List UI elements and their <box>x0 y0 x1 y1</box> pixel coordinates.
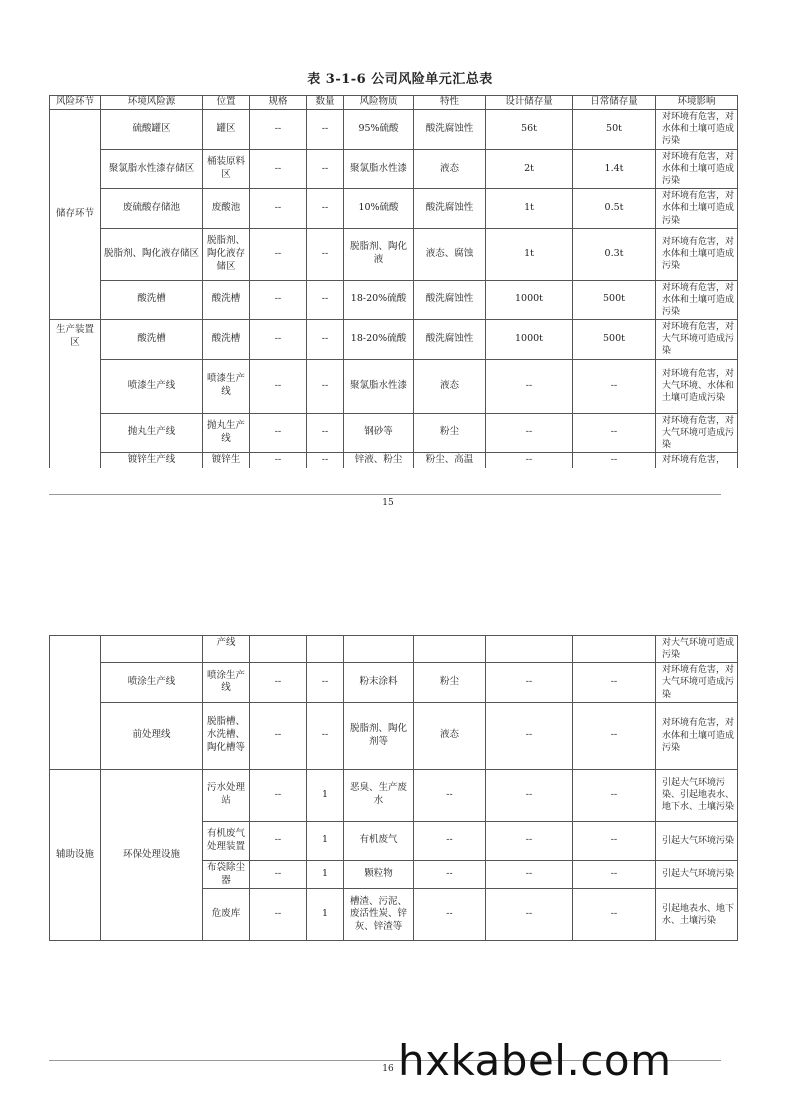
table-header-row <box>50 96 738 110</box>
impact-cell: 引起大气环境污染、引起地表水、地下水、土壤污染 <box>656 769 738 821</box>
design-capacity-cell: -- <box>486 769 573 821</box>
qty-cell: -- <box>307 413 344 452</box>
header-cell: 数量 <box>307 96 344 110</box>
spec-cell: -- <box>250 189 307 228</box>
table-row <box>50 413 738 452</box>
location-cell: 喷涂生产线 <box>203 663 250 702</box>
location-cell: 脱脂槽、水洗槽、陶化槽等 <box>203 702 250 769</box>
location-cell: 有机废气处理装置 <box>203 821 250 860</box>
location-cell: 酸洗槽 <box>203 280 250 319</box>
qty-cell: -- <box>307 189 344 228</box>
risk-stage-cell: 储存环节 <box>50 109 101 319</box>
property-cell: 粉尘 <box>414 413 486 452</box>
qty-cell: -- <box>307 452 344 468</box>
qty-cell: 1 <box>307 889 344 941</box>
substance-cell: 10%硫酸 <box>344 189 414 228</box>
table-row <box>50 280 738 319</box>
property-cell: -- <box>414 889 486 941</box>
spec-cell: -- <box>250 860 307 889</box>
table-row <box>50 189 738 228</box>
spec-cell: -- <box>250 821 307 860</box>
location-cell: 抛丸生产线 <box>203 413 250 452</box>
impact-cell: 对大气环境可造成污染 <box>656 636 738 663</box>
daily-capacity-cell: -- <box>573 702 656 769</box>
daily-capacity-cell <box>573 636 656 663</box>
risk-stage-cell: 生产装置区 <box>50 320 101 468</box>
design-capacity-cell: -- <box>486 359 573 413</box>
spec-cell: -- <box>250 320 307 359</box>
qty-cell: -- <box>307 280 344 319</box>
header-cell: 特性 <box>414 96 486 110</box>
location-cell: 脱脂剂、陶化液存储区 <box>203 228 250 280</box>
impact-cell: 引起大气环境污染 <box>656 821 738 860</box>
location-cell: 废酸池 <box>203 189 250 228</box>
property-cell: 酸洗腐蚀性 <box>414 109 486 149</box>
risk-source-cell: 抛丸生产线 <box>101 413 203 452</box>
page-number: 16 <box>382 1064 394 1074</box>
impact-cell: 对环境有危害，对水体和土壤可造成污染 <box>656 228 738 280</box>
spec-cell: -- <box>250 280 307 319</box>
substance-cell: 槽渣、污泥、废活性炭、锌灰、锌渣等 <box>344 889 414 941</box>
spec-cell: -- <box>250 149 307 188</box>
impact-cell: 对环境有危害，对水体和土壤可造成污染 <box>656 109 738 149</box>
substance-cell: 聚氯脂水性漆 <box>344 359 414 413</box>
spec-cell: -- <box>250 769 307 821</box>
table-row <box>50 320 738 359</box>
impact-cell: 对环境有危害，对大气环境可造成污染 <box>656 320 738 359</box>
risk-source-cell: 喷漆生产线 <box>101 359 203 413</box>
substance-cell: 颗粒物 <box>344 860 414 889</box>
risk-source-cell: 废硫酸存储池 <box>101 189 203 228</box>
substance-cell: 粉末涂料 <box>344 663 414 702</box>
substance-cell <box>344 636 414 663</box>
substance-cell: 18-20%硫酸 <box>344 280 414 319</box>
property-cell: 液态 <box>414 359 486 413</box>
table-title: 表 3-1-6 公司风险单元汇总表 <box>307 72 493 87</box>
spec-cell: -- <box>250 452 307 468</box>
page-1-footer-rule <box>49 494 721 495</box>
daily-capacity-cell: 1.4t <box>573 149 656 188</box>
risk-source-cell <box>101 636 203 663</box>
qty-cell: -- <box>307 320 344 359</box>
design-capacity-cell: 1t <box>486 228 573 280</box>
location-cell: 酸洗槽 <box>203 320 250 359</box>
location-cell: 桶装原料区 <box>203 149 250 188</box>
page-number: 15 <box>382 498 394 508</box>
location-cell: 镀锌生 <box>203 452 250 468</box>
design-capacity-cell: 1t <box>486 189 573 228</box>
design-capacity-cell: -- <box>486 663 573 702</box>
daily-capacity-cell: -- <box>573 769 656 821</box>
location-cell: 污水处理站 <box>203 769 250 821</box>
risk-source-cell: 环保处理设施 <box>101 769 203 941</box>
design-capacity-cell: 2t <box>486 149 573 188</box>
risk-source-cell: 酸洗槽 <box>101 320 203 359</box>
qty-cell: -- <box>307 109 344 149</box>
qty-cell: 1 <box>307 769 344 821</box>
substance-cell: 钢砂等 <box>344 413 414 452</box>
risk-source-cell: 镀锌生产线 <box>101 452 203 468</box>
design-capacity-cell: -- <box>486 452 573 468</box>
table-row <box>50 228 738 280</box>
page-1-table-area <box>0 0 800 468</box>
substance-cell: 聚氯脂水性漆 <box>344 149 414 188</box>
design-capacity-cell: 1000t <box>486 320 573 359</box>
spec-cell: -- <box>250 663 307 702</box>
risk-source-cell: 前处理线 <box>101 702 203 769</box>
risk-source-cell: 喷涂生产线 <box>101 663 203 702</box>
property-cell: -- <box>414 860 486 889</box>
design-capacity-cell: 56t <box>486 109 573 149</box>
risk-source-cell: 脱脂剂、陶化液存储区 <box>101 228 203 280</box>
table-row <box>50 359 738 413</box>
property-cell: 粉尘 <box>414 663 486 702</box>
spec-cell: -- <box>250 228 307 280</box>
qty-cell: 1 <box>307 821 344 860</box>
qty-cell: -- <box>307 702 344 769</box>
impact-cell: 对环境有危害，对大气环境可造成污染 <box>656 413 738 452</box>
header-cell: 环境影响 <box>656 96 738 110</box>
property-cell: 酸洗腐蚀性 <box>414 320 486 359</box>
daily-capacity-cell: 500t <box>573 280 656 319</box>
daily-capacity-cell: -- <box>573 663 656 702</box>
impact-cell: 对环境有危害，对水体和土壤可造成污染 <box>656 280 738 319</box>
daily-capacity-cell: 0.5t <box>573 189 656 228</box>
impact-cell: 对环境有危害，对水体和土壤可造成污染 <box>656 702 738 769</box>
table-row <box>50 702 738 769</box>
property-cell: 液态 <box>414 149 486 188</box>
impact-cell: 对环境有危害，对大气环境、水体和土壤可造成污染 <box>656 359 738 413</box>
spec-cell: -- <box>250 413 307 452</box>
qty-cell: -- <box>307 228 344 280</box>
spec-cell: -- <box>250 702 307 769</box>
design-capacity-cell <box>486 636 573 663</box>
header-cell: 规格 <box>250 96 307 110</box>
impact-cell: 引起大气环境污染 <box>656 860 738 889</box>
header-cell: 日常储存量 <box>573 96 656 110</box>
daily-capacity-cell: -- <box>573 860 656 889</box>
property-cell <box>414 636 486 663</box>
risk-stage-cell <box>50 636 101 770</box>
header-cell: 风险物质 <box>344 96 414 110</box>
design-capacity-cell: -- <box>486 860 573 889</box>
daily-capacity-cell: 0.3t <box>573 228 656 280</box>
table-row <box>50 452 738 468</box>
qty-cell <box>307 636 344 663</box>
risk-stage-cell: 辅助设施 <box>50 769 101 941</box>
impact-cell: 引起地表水、地下水、土壤污染 <box>656 889 738 941</box>
impact-cell: 对环境有危害，对水体和土壤可造成污染 <box>656 149 738 188</box>
daily-capacity-cell: -- <box>573 413 656 452</box>
header-cell: 设计储存量 <box>486 96 573 110</box>
substance-cell: 锌液、粉尘 <box>344 452 414 468</box>
location-cell: 喷漆生产线 <box>203 359 250 413</box>
daily-capacity-cell: 50t <box>573 109 656 149</box>
property-cell: 液态 <box>414 702 486 769</box>
substance-cell: 恶臭、生产废水 <box>344 769 414 821</box>
header-cell: 环境风险源 <box>101 96 203 110</box>
daily-capacity-cell: -- <box>573 359 656 413</box>
impact-cell: 对环境有危害，对水体和土壤可造成污染 <box>656 189 738 228</box>
daily-capacity-cell: -- <box>573 821 656 860</box>
location-cell: 布袋除尘器 <box>203 860 250 889</box>
qty-cell: 1 <box>307 860 344 889</box>
impact-cell: 对环境有危害，对大气环境可造成污染 <box>656 663 738 702</box>
daily-capacity-cell: 500t <box>573 320 656 359</box>
location-cell: 产线 <box>203 636 250 663</box>
design-capacity-cell: -- <box>486 889 573 941</box>
design-capacity-cell: -- <box>486 413 573 452</box>
impact-cell: 对环境有危害， <box>656 452 738 468</box>
substance-cell: 95%硫酸 <box>344 109 414 149</box>
property-cell: 酸洗腐蚀性 <box>414 189 486 228</box>
property-cell: 粉尘、高温 <box>414 452 486 468</box>
table-row <box>50 636 738 663</box>
qty-cell: -- <box>307 149 344 188</box>
risk-source-cell: 聚氯脂水性漆存储区 <box>101 149 203 188</box>
watermark-text: hxkabel.com <box>398 1036 672 1085</box>
qty-cell: -- <box>307 359 344 413</box>
property-cell: -- <box>414 821 486 860</box>
risk-unit-table-page-2 <box>49 635 738 941</box>
risk-source-cell: 硫酸罐区 <box>101 109 203 149</box>
design-capacity-cell: -- <box>486 702 573 769</box>
location-cell: 危废库 <box>203 889 250 941</box>
qty-cell: -- <box>307 663 344 702</box>
table-row <box>50 109 738 149</box>
header-cell: 位置 <box>203 96 250 110</box>
property-cell: -- <box>414 769 486 821</box>
substance-cell: 脱脂剂、陶化剂等 <box>344 702 414 769</box>
substance-cell: 18-20%硫酸 <box>344 320 414 359</box>
table-row <box>50 149 738 188</box>
spec-cell <box>250 636 307 663</box>
design-capacity-cell: 1000t <box>486 280 573 319</box>
property-cell: 酸洗腐蚀性 <box>414 280 486 319</box>
location-cell: 罐区 <box>203 109 250 149</box>
spec-cell: -- <box>250 109 307 149</box>
design-capacity-cell: -- <box>486 821 573 860</box>
daily-capacity-cell: -- <box>573 452 656 468</box>
risk-unit-table-page-1 <box>49 95 738 468</box>
spec-cell: -- <box>250 359 307 413</box>
substance-cell: 脱脂剂、陶化液 <box>344 228 414 280</box>
header-cell: 风险环节 <box>50 96 101 110</box>
spec-cell: -- <box>250 889 307 941</box>
table-row <box>50 663 738 702</box>
substance-cell: 有机废气 <box>344 821 414 860</box>
risk-source-cell: 酸洗槽 <box>101 280 203 319</box>
property-cell: 液态、腐蚀 <box>414 228 486 280</box>
table-row <box>50 769 738 821</box>
daily-capacity-cell: -- <box>573 889 656 941</box>
